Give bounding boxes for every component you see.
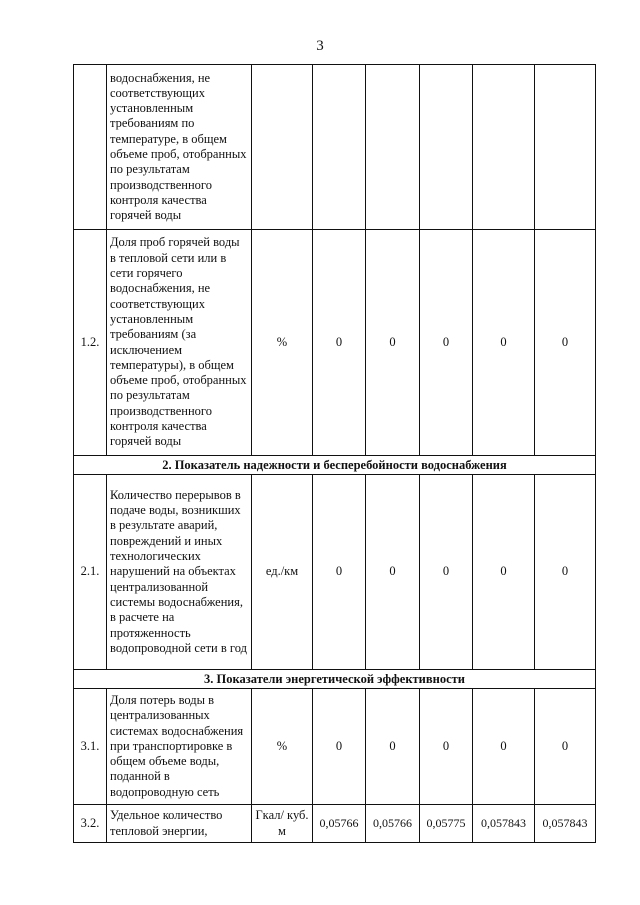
unit-cell: % <box>252 689 313 805</box>
indicator-name: Удельное количество тепловой энергии, <box>107 805 252 843</box>
section-row <box>74 670 596 689</box>
row-number: 1.2. <box>74 230 107 456</box>
value-cell: 0,057843 <box>535 805 596 843</box>
section-title: 2. Показатель надежности и бесперебойности водоснабжения <box>74 456 596 475</box>
page-number: 3 <box>316 38 324 54</box>
section-title: 3. Показатели энергетической эффективности <box>74 670 596 689</box>
value-cell: 0 <box>420 230 473 456</box>
table-row <box>74 65 596 230</box>
value-cell: 0 <box>420 689 473 805</box>
value-cell: 0 <box>366 475 420 670</box>
unit-cell: Гкал/ куб. м <box>252 805 313 843</box>
value-cell: 0 <box>473 230 535 456</box>
value-cell: 0 <box>473 689 535 805</box>
value-cell: 0 <box>535 689 596 805</box>
indicator-name: водоснабжения, не соответствующих установленным требованиям по температуре, в общем объеме проб, отобранных по результатам производственного контроля качества горячей воды <box>107 65 252 230</box>
table-row <box>74 230 596 456</box>
value-cell <box>473 65 535 230</box>
row-number <box>74 65 107 230</box>
indicator-name: Доля проб горячей воды в тепловой сети или в сети горячего водоснабжения, не соответствующих установленным требованиям (за исключением температуры), в общем объеме проб, отобранных по результатам производственного контроля качества горячей воды <box>107 230 252 456</box>
table-row <box>74 475 596 670</box>
row-number: 3.2. <box>74 805 107 843</box>
value-cell: 0 <box>313 475 366 670</box>
value-cell: 0 <box>313 230 366 456</box>
value-cell: 0 <box>535 230 596 456</box>
unit-cell: % <box>252 230 313 456</box>
table-row <box>74 689 596 805</box>
unit-cell <box>252 65 313 230</box>
value-cell: 0,05766 <box>313 805 366 843</box>
value-cell <box>313 65 366 230</box>
value-cell: 0 <box>535 475 596 670</box>
table-row <box>74 805 596 843</box>
value-cell <box>535 65 596 230</box>
value-cell: 0 <box>366 689 420 805</box>
value-cell: 0,05766 <box>366 805 420 843</box>
row-number: 3.1. <box>74 689 107 805</box>
value-cell <box>420 65 473 230</box>
value-cell <box>366 65 420 230</box>
row-number: 2.1. <box>74 475 107 670</box>
value-cell: 0 <box>473 475 535 670</box>
value-cell: 0 <box>366 230 420 456</box>
value-cell: 0 <box>313 689 366 805</box>
value-cell: 0,05775 <box>420 805 473 843</box>
indicator-name: Доля потерь воды в централизованных системах водоснабжения при транспортировке в общем объеме воды, поданной в водопроводную сеть <box>107 689 252 805</box>
section-row <box>74 456 596 475</box>
indicator-name: Количество перерывов в подаче воды, возникших в результате аварий, повреждений и иных технологических нарушений на объектах централизованной системы водоснабжения, в расчете на протяженность водопроводной сети в год <box>107 475 252 670</box>
value-cell: 0 <box>420 475 473 670</box>
indicators-table <box>73 64 596 843</box>
unit-cell: ед./км <box>252 475 313 670</box>
value-cell: 0,057843 <box>473 805 535 843</box>
